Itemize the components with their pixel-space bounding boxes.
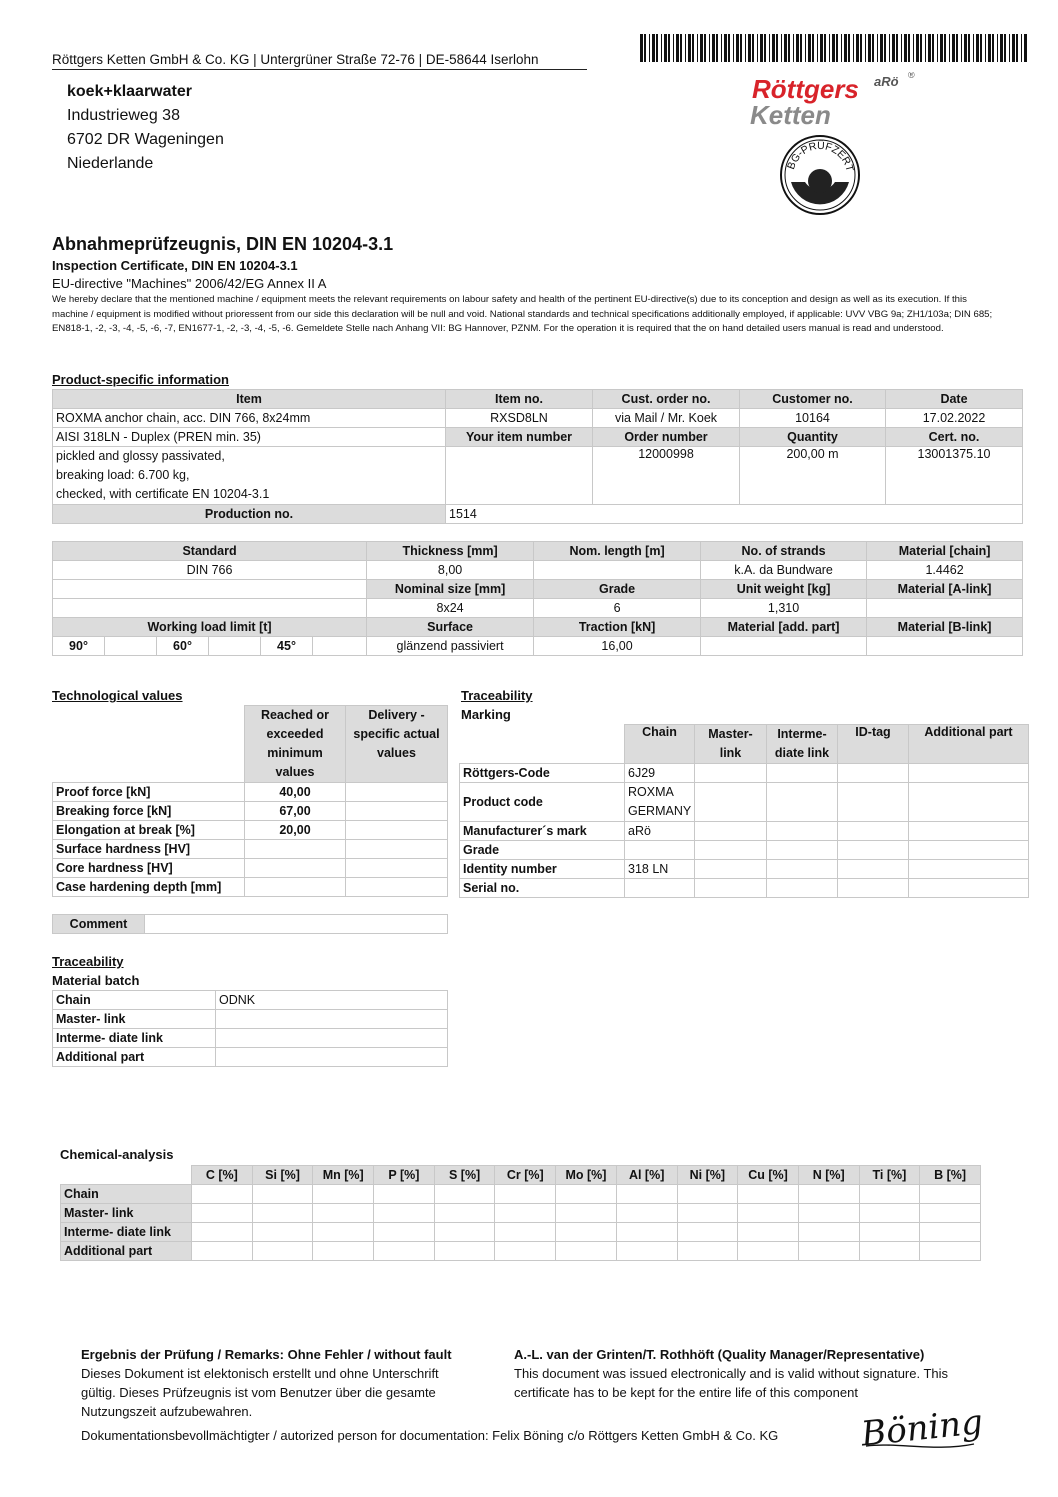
chem-value (616, 1185, 677, 1204)
tech-label: Elongation at break [%] (53, 821, 245, 840)
material-chain-value: 1.4462 (867, 561, 1023, 580)
chem-value (859, 1185, 920, 1204)
material-b-link-value (867, 637, 1023, 656)
marking-subtitle: Marking (461, 707, 511, 722)
header-additional-part: Additional part (909, 725, 1029, 764)
chem-row-label: Chain (61, 1185, 192, 1204)
chem-value (374, 1223, 435, 1242)
batch-label: Additional part (53, 1048, 216, 1067)
chem-element-header: Cr [%] (495, 1166, 556, 1185)
chem-value (495, 1185, 556, 1204)
material-add-part-value (701, 637, 867, 656)
nominal-size-value: 8x24 (367, 599, 534, 618)
marking-chain-value (625, 879, 695, 898)
tech-value (245, 878, 346, 897)
tech-value (245, 840, 346, 859)
chem-element-header: N [%] (798, 1166, 859, 1185)
chem-value (192, 1223, 253, 1242)
seal-text: BG-PRÜFZERT (785, 139, 856, 173)
chem-value (920, 1185, 981, 1204)
marking-chain-value (625, 841, 695, 860)
chem-value (192, 1204, 253, 1223)
marking-empty-value (695, 783, 767, 822)
chem-value (556, 1204, 617, 1223)
table-row (53, 783, 448, 802)
header-item: Item (53, 390, 446, 409)
marking-empty-value (695, 841, 767, 860)
chem-value (738, 1223, 799, 1242)
chem-value (859, 1223, 920, 1242)
chemical-table (60, 1165, 981, 1261)
item-line: ROXMA anchor chain, acc. DIN 766, 8x24mm (53, 409, 446, 428)
marking-empty-value (909, 879, 1029, 898)
marking-empty-value (909, 783, 1029, 822)
chem-value (798, 1242, 859, 1261)
chem-value (252, 1223, 313, 1242)
table-row (61, 1166, 981, 1185)
chem-value (677, 1242, 738, 1261)
item-line: AISI 318LN - Duplex (PREN min. 35) (53, 428, 446, 447)
chem-value (920, 1242, 981, 1261)
marking-empty-value (695, 822, 767, 841)
table-row (61, 1223, 981, 1242)
header-wll: Working load limit [t] (53, 618, 367, 637)
chem-value (859, 1242, 920, 1261)
header-quantity: Quantity (740, 428, 886, 447)
marking-empty-value (909, 822, 1029, 841)
chem-value (556, 1223, 617, 1242)
batch-value (216, 1048, 448, 1067)
quality-manager: A.-L. van der Grinten/T. Rothhöft (Quality Manager/Representative) (514, 1347, 925, 1362)
documentation-person: Dokumentationsbevollmächtigter / autorized person for documentation: Felix Böning c/o Röttgers Ketten GmbH & Co. KG (81, 1428, 779, 1443)
surface-value: glänzend passiviert (367, 637, 534, 656)
tech-label: Proof force [kN] (53, 783, 245, 802)
table-row (53, 878, 448, 897)
comment-table (52, 914, 448, 934)
comment-value (145, 915, 448, 934)
chem-value (374, 1185, 435, 1204)
item-no-value: RXSD8LN (446, 409, 593, 428)
marking-empty-value (767, 783, 838, 822)
marking-empty-value (695, 764, 767, 783)
recipient-street: Industrieweg 38 (67, 107, 180, 124)
tech-label: Case hardening depth [mm] (53, 878, 245, 897)
batch-subtitle: Material batch (52, 973, 140, 988)
table-row (61, 1204, 981, 1223)
recipient-country: Niederlande (67, 155, 154, 172)
cust-order-value: via Mail / Mr. Koek (593, 409, 740, 428)
header-thickness: Thickness [mm] (367, 542, 534, 561)
chem-value (738, 1204, 799, 1223)
batch-value: ODNK (216, 991, 448, 1010)
chem-value (677, 1185, 738, 1204)
remarks-de (81, 1345, 501, 1421)
tech-delivery-value (346, 878, 448, 897)
production-no-value: 1514 (446, 505, 1023, 524)
chem-value (798, 1185, 859, 1204)
logo-reg: ® (908, 72, 915, 80)
batch-label: Master- link (53, 1010, 216, 1029)
tech-label: Surface hardness [HV] (53, 840, 245, 859)
chem-element-header: Mn [%] (313, 1166, 374, 1185)
header-material-a-link: Material [A-link] (867, 580, 1023, 599)
customer-no-value: 10164 (740, 409, 886, 428)
chem-element-header: B [%] (920, 1166, 981, 1185)
marking-label: Grade (460, 841, 625, 860)
date-value: 17.02.2022 (886, 409, 1023, 428)
header-cust-order: Cust. order no. (593, 390, 740, 409)
logo-line1: Röttgers (752, 74, 859, 104)
wll-45-value (313, 637, 367, 656)
bg-pruefzert-seal (779, 134, 861, 216)
quantity-value: 200,00 m (740, 447, 886, 505)
remark-de-line: Dieses Dokument ist elektonisch erstellt und ohne Unterschrift (81, 1366, 439, 1381)
item-lines (53, 447, 446, 505)
header-material-add-part: Material [add. part] (701, 618, 867, 637)
header-master-link: Master-link (695, 725, 767, 764)
logo-line2: Ketten (750, 100, 831, 130)
grade-value: 6 (534, 599, 701, 618)
marking-label: Serial no. (460, 879, 625, 898)
cert-no-value: 13001375.10 (886, 447, 1023, 505)
remark-en-line: This document was issued electronically and is valid without signature. This (514, 1366, 949, 1381)
table-row (61, 1185, 981, 1204)
chem-value (313, 1185, 374, 1204)
chem-element-header: Ni [%] (677, 1166, 738, 1185)
table-row (53, 840, 448, 859)
marking-chain-value: aRö (625, 822, 695, 841)
chem-value (616, 1242, 677, 1261)
marking-table (459, 724, 1029, 898)
marking-empty-value (695, 879, 767, 898)
chem-row-label: Interme- diate link (61, 1223, 192, 1242)
header-unit-weight: Unit weight [kg] (701, 580, 867, 599)
table-row (61, 1242, 981, 1261)
section-chemical-analysis: Chemical-analysis (60, 1147, 174, 1162)
section-traceability-batch: Traceability (52, 954, 124, 969)
signature-text: Böning (859, 1402, 985, 1455)
batch-label: Interme- diate link (53, 1029, 216, 1048)
strands-value: k.A. da Bundware (701, 561, 867, 580)
tech-delivery-value (346, 840, 448, 859)
chem-value (920, 1223, 981, 1242)
marking-empty-value (909, 860, 1029, 879)
header-delivery: Delivery - specific actual values (346, 706, 448, 783)
chem-value (495, 1204, 556, 1223)
chem-element-header: S [%] (434, 1166, 495, 1185)
chem-row-label: Master- link (61, 1204, 192, 1223)
wll-90-value (105, 637, 157, 656)
chem-element-header: P [%] (374, 1166, 435, 1185)
declaration-text: We hereby declare that the mentioned machine / equipment meets the relevant requirements on labour safety and health of the pertinent EU-directive(s) due to its conception and design as well as its execution. If this machine / equipment is modified without prioressent from our side this declaration will be null and void. National standards and technical specifications additionally employed, if applicable: UVV VBG 9a; ZH1/103a; DIN 685; EN818-1, -2, -3, -4, -5, -6, -7, EN1677-1, -2, -3, -4, -5, -6. Gemeldete Stelle nach Anhang VII: BG Hannover, PZNM. For the operation it is required that the on hand detailed users manual is read and understood. (52, 294, 993, 334)
marking-label: Röttgers-Code (460, 764, 625, 783)
section-traceability-marking: Traceability (461, 688, 533, 703)
marking-empty-value (695, 860, 767, 879)
marking-empty-value (838, 783, 909, 822)
chem-element-header: Al [%] (616, 1166, 677, 1185)
table-row (53, 1029, 448, 1048)
chem-value (738, 1242, 799, 1261)
header-customer-no: Customer no. (740, 390, 886, 409)
batch-table (52, 990, 448, 1067)
chem-value (556, 1242, 617, 1261)
tech-delivery-value (346, 783, 448, 802)
tech-value: 40,00 (245, 783, 346, 802)
chem-value (798, 1223, 859, 1242)
table-row (53, 859, 448, 878)
table-row (53, 821, 448, 840)
chem-value (495, 1223, 556, 1242)
tech-delivery-value (346, 859, 448, 878)
marking-label: Manufacturer´s mark (460, 822, 625, 841)
marking-empty-value (767, 841, 838, 860)
header-order-number: Order number (593, 428, 740, 447)
marking-chain-value: 6J29 (625, 764, 695, 783)
chem-value (434, 1204, 495, 1223)
table-row (460, 822, 1029, 841)
header-surface: Surface (367, 618, 534, 637)
chem-value (374, 1204, 435, 1223)
marking-empty-value (838, 822, 909, 841)
sender-line: Röttgers Ketten GmbH & Co. KG | Untergrüner Straße 72-76 | DE-58644 Iserlohn (52, 52, 587, 70)
table-row (53, 991, 448, 1010)
header-strands: No. of strands (701, 542, 867, 561)
chem-value (313, 1242, 374, 1261)
chem-value (434, 1185, 495, 1204)
chem-value (252, 1204, 313, 1223)
header-intermediate-link: Interme-diate link (767, 725, 838, 764)
marking-empty-value (838, 841, 909, 860)
chem-value (859, 1204, 920, 1223)
header-item-no: Item no. (446, 390, 593, 409)
marking-empty-value (767, 822, 838, 841)
certificate-title-de: Abnahmeprüfzeugnis, DIN EN 10204-3.1 (52, 234, 394, 254)
tech-delivery-value (346, 821, 448, 840)
chem-value (252, 1185, 313, 1204)
chem-value (192, 1242, 253, 1261)
empty-cell (460, 725, 625, 764)
wll-60-value (209, 637, 261, 656)
table-row (460, 879, 1029, 898)
header-cert-no: Cert. no. (886, 428, 1023, 447)
tech-value: 20,00 (245, 821, 346, 840)
certificate-title-en: Inspection Certificate, DIN EN 10204-3.1 (52, 258, 298, 273)
chem-value (677, 1204, 738, 1223)
header-standard: Standard (53, 542, 367, 561)
eu-directive: EU-directive "Machines" 2006/42/EG Annex II A (52, 276, 327, 291)
wll-angle-90: 90° (53, 637, 105, 656)
chem-element-header: Ti [%] (859, 1166, 920, 1185)
tech-label: Core hardness [HV] (53, 859, 245, 878)
chem-value (798, 1204, 859, 1223)
marking-empty-value (838, 764, 909, 783)
marking-empty-value (767, 879, 838, 898)
marking-label: Product code (460, 783, 625, 822)
wll-angle-45: 45° (261, 637, 313, 656)
batch-value (216, 1010, 448, 1029)
standard-value: DIN 766 (53, 561, 367, 580)
tech-value (245, 859, 346, 878)
chem-element-header: Mo [%] (556, 1166, 617, 1185)
header-chain: Chain (625, 725, 695, 764)
comment-label: Comment (53, 915, 145, 934)
chem-value (252, 1242, 313, 1261)
header-your-item: Your item number (446, 428, 593, 447)
remark-de-line: Nutzungszeit aufzubewahren. (81, 1404, 253, 1419)
wll-angle-60: 60° (157, 637, 209, 656)
traction-value: 16,00 (534, 637, 701, 656)
chem-value (677, 1223, 738, 1242)
marking-empty-value (767, 860, 838, 879)
tech-value: 67,00 (245, 802, 346, 821)
marking-empty-value (838, 860, 909, 879)
header-material-b-link: Material [B-link] (867, 618, 1023, 637)
batch-label: Chain (53, 991, 216, 1010)
tech-label: Breaking force [kN] (53, 802, 245, 821)
header-nominal-size: Nominal size [mm] (367, 580, 534, 599)
chem-value (616, 1204, 677, 1223)
header-traction: Traction [kN] (534, 618, 701, 637)
recipient-address (67, 80, 224, 176)
chem-value (313, 1223, 374, 1242)
table-row (53, 1048, 448, 1067)
signature (856, 1398, 986, 1468)
result-remark: Ergebnis der Prüfung / Remarks: Ohne Fehler / without fault (81, 1347, 452, 1362)
header-production-no: Production no. (53, 505, 446, 524)
chem-value (495, 1242, 556, 1261)
order-number-value: 12000998 (593, 447, 740, 505)
nom-length-value (534, 561, 701, 580)
marking-empty-value (838, 879, 909, 898)
chem-value (920, 1204, 981, 1223)
empty-cell (53, 580, 367, 599)
product-table (52, 389, 1023, 524)
item-line: breaking load: 6.700 kg, (56, 468, 190, 482)
marking-chain-value: ROXMA GERMANY (625, 783, 695, 822)
marking-empty-value (909, 764, 1029, 783)
tech-delivery-value (346, 802, 448, 821)
section-product-info: Product-specific information (52, 372, 229, 387)
chem-value (556, 1185, 617, 1204)
chem-row-label: Additional part (61, 1242, 192, 1261)
recipient-name: koek+klaarwater (67, 83, 192, 100)
header-date: Date (886, 390, 1023, 409)
material-a-link-value (867, 599, 1023, 618)
marking-empty-value (909, 841, 1029, 860)
table-row (53, 1010, 448, 1029)
chem-value (616, 1223, 677, 1242)
company-logo (748, 72, 928, 132)
chem-value (374, 1242, 435, 1261)
remark-de-line: gültig. Dieses Prüfzeugnis ist vom Benutzer über die gesamte (81, 1385, 436, 1400)
table-row (460, 841, 1029, 860)
recipient-city: 6702 DR Wageningen (67, 131, 224, 148)
marking-chain-value: 318 LN (625, 860, 695, 879)
empty-cell (53, 599, 367, 618)
header-nom-length: Nom. length [m] (534, 542, 701, 561)
item-line: pickled and glossy passivated, (56, 449, 225, 463)
empty-cell (53, 706, 245, 783)
chem-value (434, 1242, 495, 1261)
chem-element-header: Cu [%] (738, 1166, 799, 1185)
chem-value (313, 1204, 374, 1223)
remarks-en (514, 1345, 1014, 1402)
chem-value (738, 1185, 799, 1204)
header-id-tag: ID-tag (838, 725, 909, 764)
standard-table (52, 541, 1023, 656)
table-row (53, 802, 448, 821)
header-reached: Reached or exceeded minimum values (245, 706, 346, 783)
batch-value (216, 1029, 448, 1048)
table-row (460, 783, 1029, 822)
item-line: checked, with certificate EN 10204-3.1 (56, 487, 270, 501)
empty-cell (61, 1166, 192, 1185)
remark-en-line: certificate has to be kept for the entire life of this component (514, 1385, 858, 1400)
section-tech-values: Technological values (52, 688, 183, 703)
header-material-chain: Material [chain] (867, 542, 1023, 561)
chem-element-header: C [%] (192, 1166, 253, 1185)
your-item-value (446, 447, 593, 505)
chem-value (192, 1185, 253, 1204)
thickness-value: 8,00 (367, 561, 534, 580)
tech-table (52, 705, 448, 897)
chem-element-header: Si [%] (252, 1166, 313, 1185)
table-row (460, 764, 1029, 783)
table-row (460, 860, 1029, 879)
logo-badge: aRö (874, 74, 899, 89)
unit-weight-value: 1,310 (701, 599, 867, 618)
chem-value (434, 1223, 495, 1242)
barcode-icon (640, 34, 1028, 62)
marking-empty-value (767, 764, 838, 783)
header-grade: Grade (534, 580, 701, 599)
marking-label: Identity number (460, 860, 625, 879)
